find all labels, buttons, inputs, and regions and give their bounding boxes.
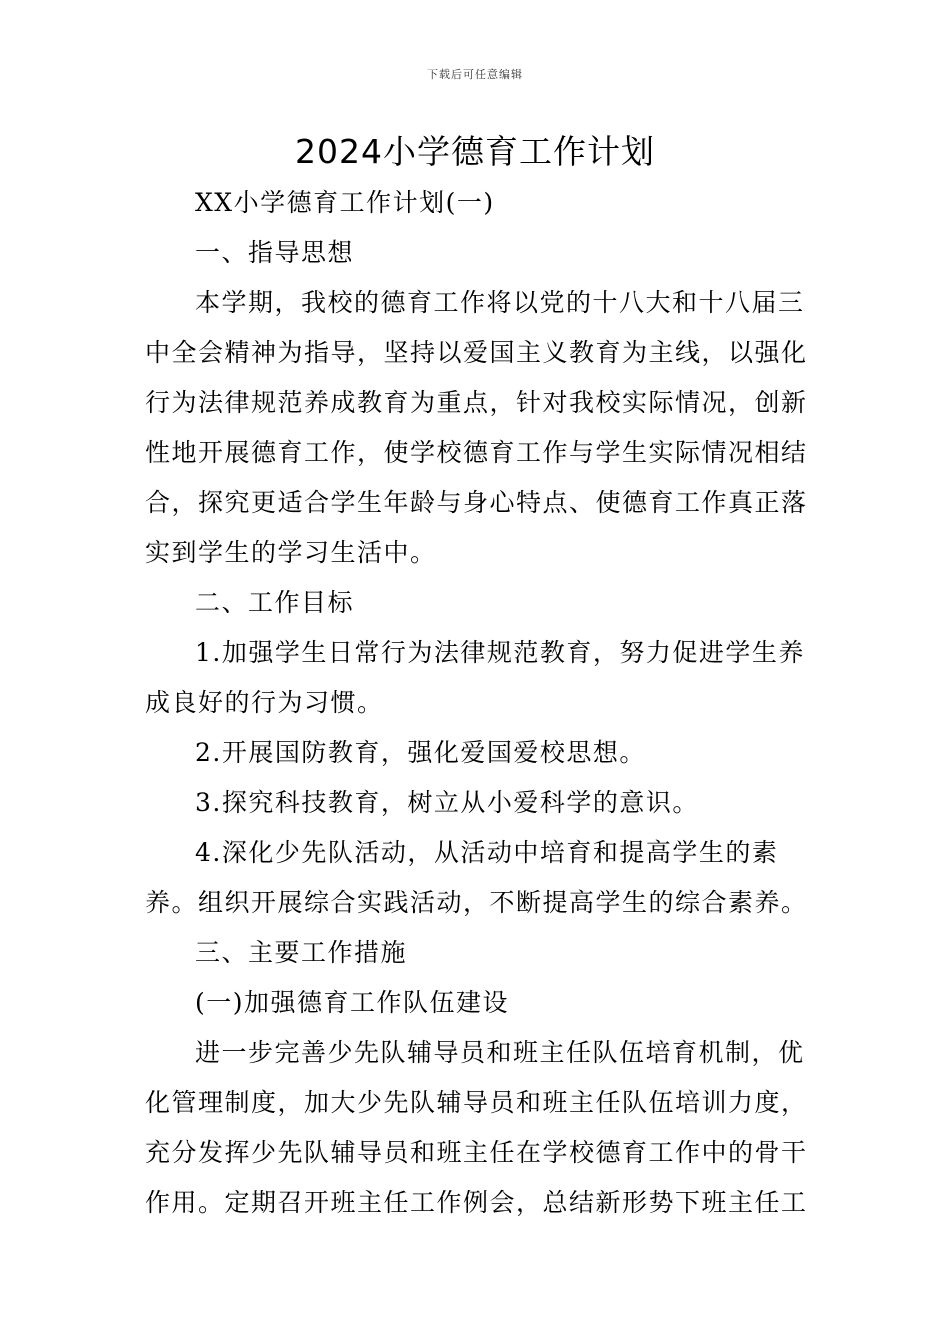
section-heading: 一、指导思想 [195, 238, 355, 267]
header-note: 下载后可任意编辑 [427, 68, 523, 81]
section-heading: 二、工作目标 [195, 588, 355, 617]
body-paragraph: 进一步完善少先队辅导员和班主任队伍培育机制，优化管理制度，加大少先队辅导员和班主任队伍培训力度，充分发挥少先队辅导员和班主任在学校德育工作中的骨干作用。定期召开班主任工作例会，总结新形势下班主任工 [145, 1038, 808, 1217]
subtitle-paragraph: XX小学德育工作计划(一) [195, 188, 495, 217]
document-body [145, 178, 815, 1228]
list-item: 2.开展国防教育，强化爱国爱校思想。 [195, 738, 646, 767]
list-item: 1.加强学生日常行为法律规范教育，努力促进学生养成良好的行为习惯。 [145, 638, 805, 717]
document-title: 2024小学德育工作计划 [295, 132, 655, 171]
list-item: 3.探究科技教育，树立从小爱科学的意识。 [195, 788, 699, 817]
list-item: 4.深化少先队活动，从活动中培育和提高学生的素养。组织开展综合实践活动，不断提高学生的综合素养。 [145, 838, 808, 917]
body-paragraph: 本学期，我校的德育工作将以党的十八大和十八届三中全会精神为指导，坚持以爱国主义教育为主线，以强化行为法律规范养成教育为重点，针对我校实际情况，创新性地开展德育工作，使学校德育工作与学生实际情况相结合，探究更适合学生年龄与身心特点、使德育工作真正落实到学生的学习生活中。 [145, 288, 808, 567]
section-heading: 三、主要工作措施 [195, 938, 408, 967]
subsection-heading: (一)加强德育工作队伍建设 [195, 988, 510, 1017]
